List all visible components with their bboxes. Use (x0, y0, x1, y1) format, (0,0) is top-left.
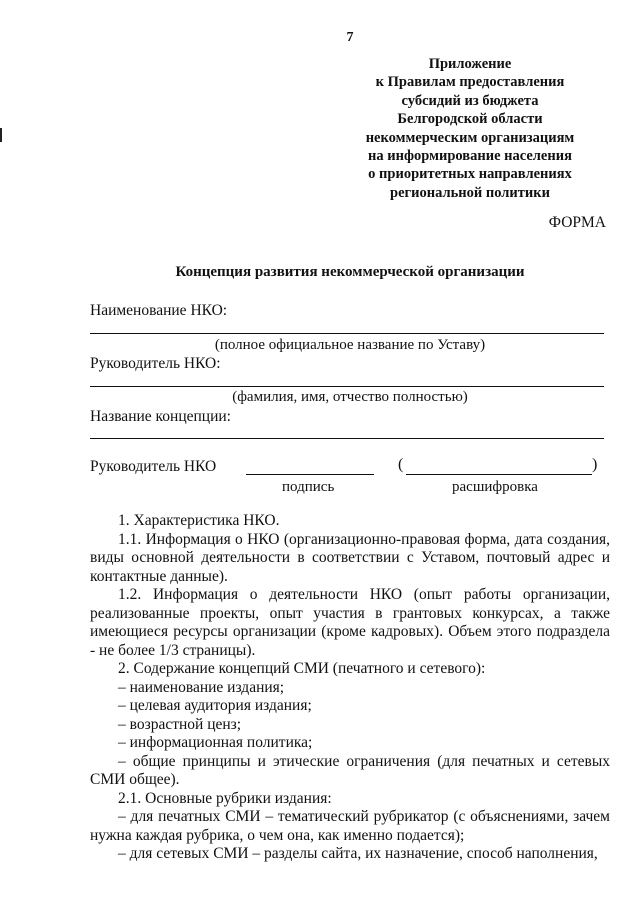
appendix-line: к Правилам предоставления (375, 74, 565, 91)
signature-caption: подпись (282, 479, 335, 495)
concept-line[interactable] (90, 438, 604, 439)
appendix-block (350, 55, 590, 202)
head-name-line[interactable] (90, 386, 604, 387)
paragraph: 1.1. Информация о НКО (организационно-правовая форма, дата создания, виды основной деятельности в соответствии с Уставом, почтовый адрес и контактные данные). (90, 530, 610, 585)
head-label: Руководитель НКО: (90, 355, 221, 372)
list-item: – наименование издания; (118, 678, 285, 696)
appendix-line: Белгородской области (397, 111, 543, 128)
list-item: – возрастной ценз; (118, 715, 242, 733)
list-item: – информационная политика; (118, 734, 313, 751)
section-heading: 2. Содержание концепций СМИ (печатного и сетевого): (118, 660, 486, 677)
list-item: – целевая аудитория издания; (118, 697, 312, 714)
paragraph: 1.2. Информация о деятельности НКО (опыт работы организации, реализованные проекты, опыт участия в грантовых конкурсах, а также имеющиеся ресурсы организации (кроме кадровых). Объем этого подраздела - не более 1/3 страницы). (90, 586, 610, 659)
head-caption: (фамилия, имя, отчество полностью) (232, 389, 468, 405)
document-title: Концепция развития некоммерческой организации (175, 264, 525, 280)
nko-name-line[interactable] (90, 333, 604, 334)
form-label: ФОРМА (548, 214, 606, 231)
appendix-line: Приложение (428, 56, 512, 72)
body-text (90, 512, 610, 864)
close-paren: ) (592, 456, 598, 473)
page-number: 7 (346, 30, 354, 45)
signature-label: Руководитель НКО (90, 458, 217, 475)
decode-caption: расшифровка (452, 479, 538, 495)
scan-edge-mark (0, 128, 2, 142)
list-item: – для сетевых СМИ – разделы сайта, их назначение, способ наполнения, (118, 845, 598, 862)
appendix-line: региональной политики (390, 184, 550, 201)
section-heading: 1. Характеристика НКО. (118, 512, 280, 529)
list-item: – для печатных СМИ – тематический рубрикатор (с объяснениями, зачем нужна каждая рубрика, о чем она, как именно подается); (90, 808, 610, 844)
nko-name-label: Наименование НКО: (90, 302, 228, 319)
nko-name-caption: (полное официальное название по Уставу) (214, 337, 486, 353)
paragraph: 2.1. Основные рубрики издания: (118, 789, 332, 807)
decode-line[interactable] (406, 474, 592, 475)
list-item: – общие принципы и этические ограничения (для печатных и сетевых СМИ общее). (90, 752, 610, 788)
open-paren: ( (398, 456, 404, 473)
appendix-line: субсидий из бюджета (401, 92, 539, 109)
appendix-line: о приоритетных направлениях (368, 166, 572, 183)
concept-label: Название концепции: (90, 408, 231, 425)
appendix-line: некоммерческим организациям (365, 129, 575, 146)
appendix-line: на информирование населения (368, 148, 572, 165)
signature-line[interactable] (246, 474, 374, 475)
